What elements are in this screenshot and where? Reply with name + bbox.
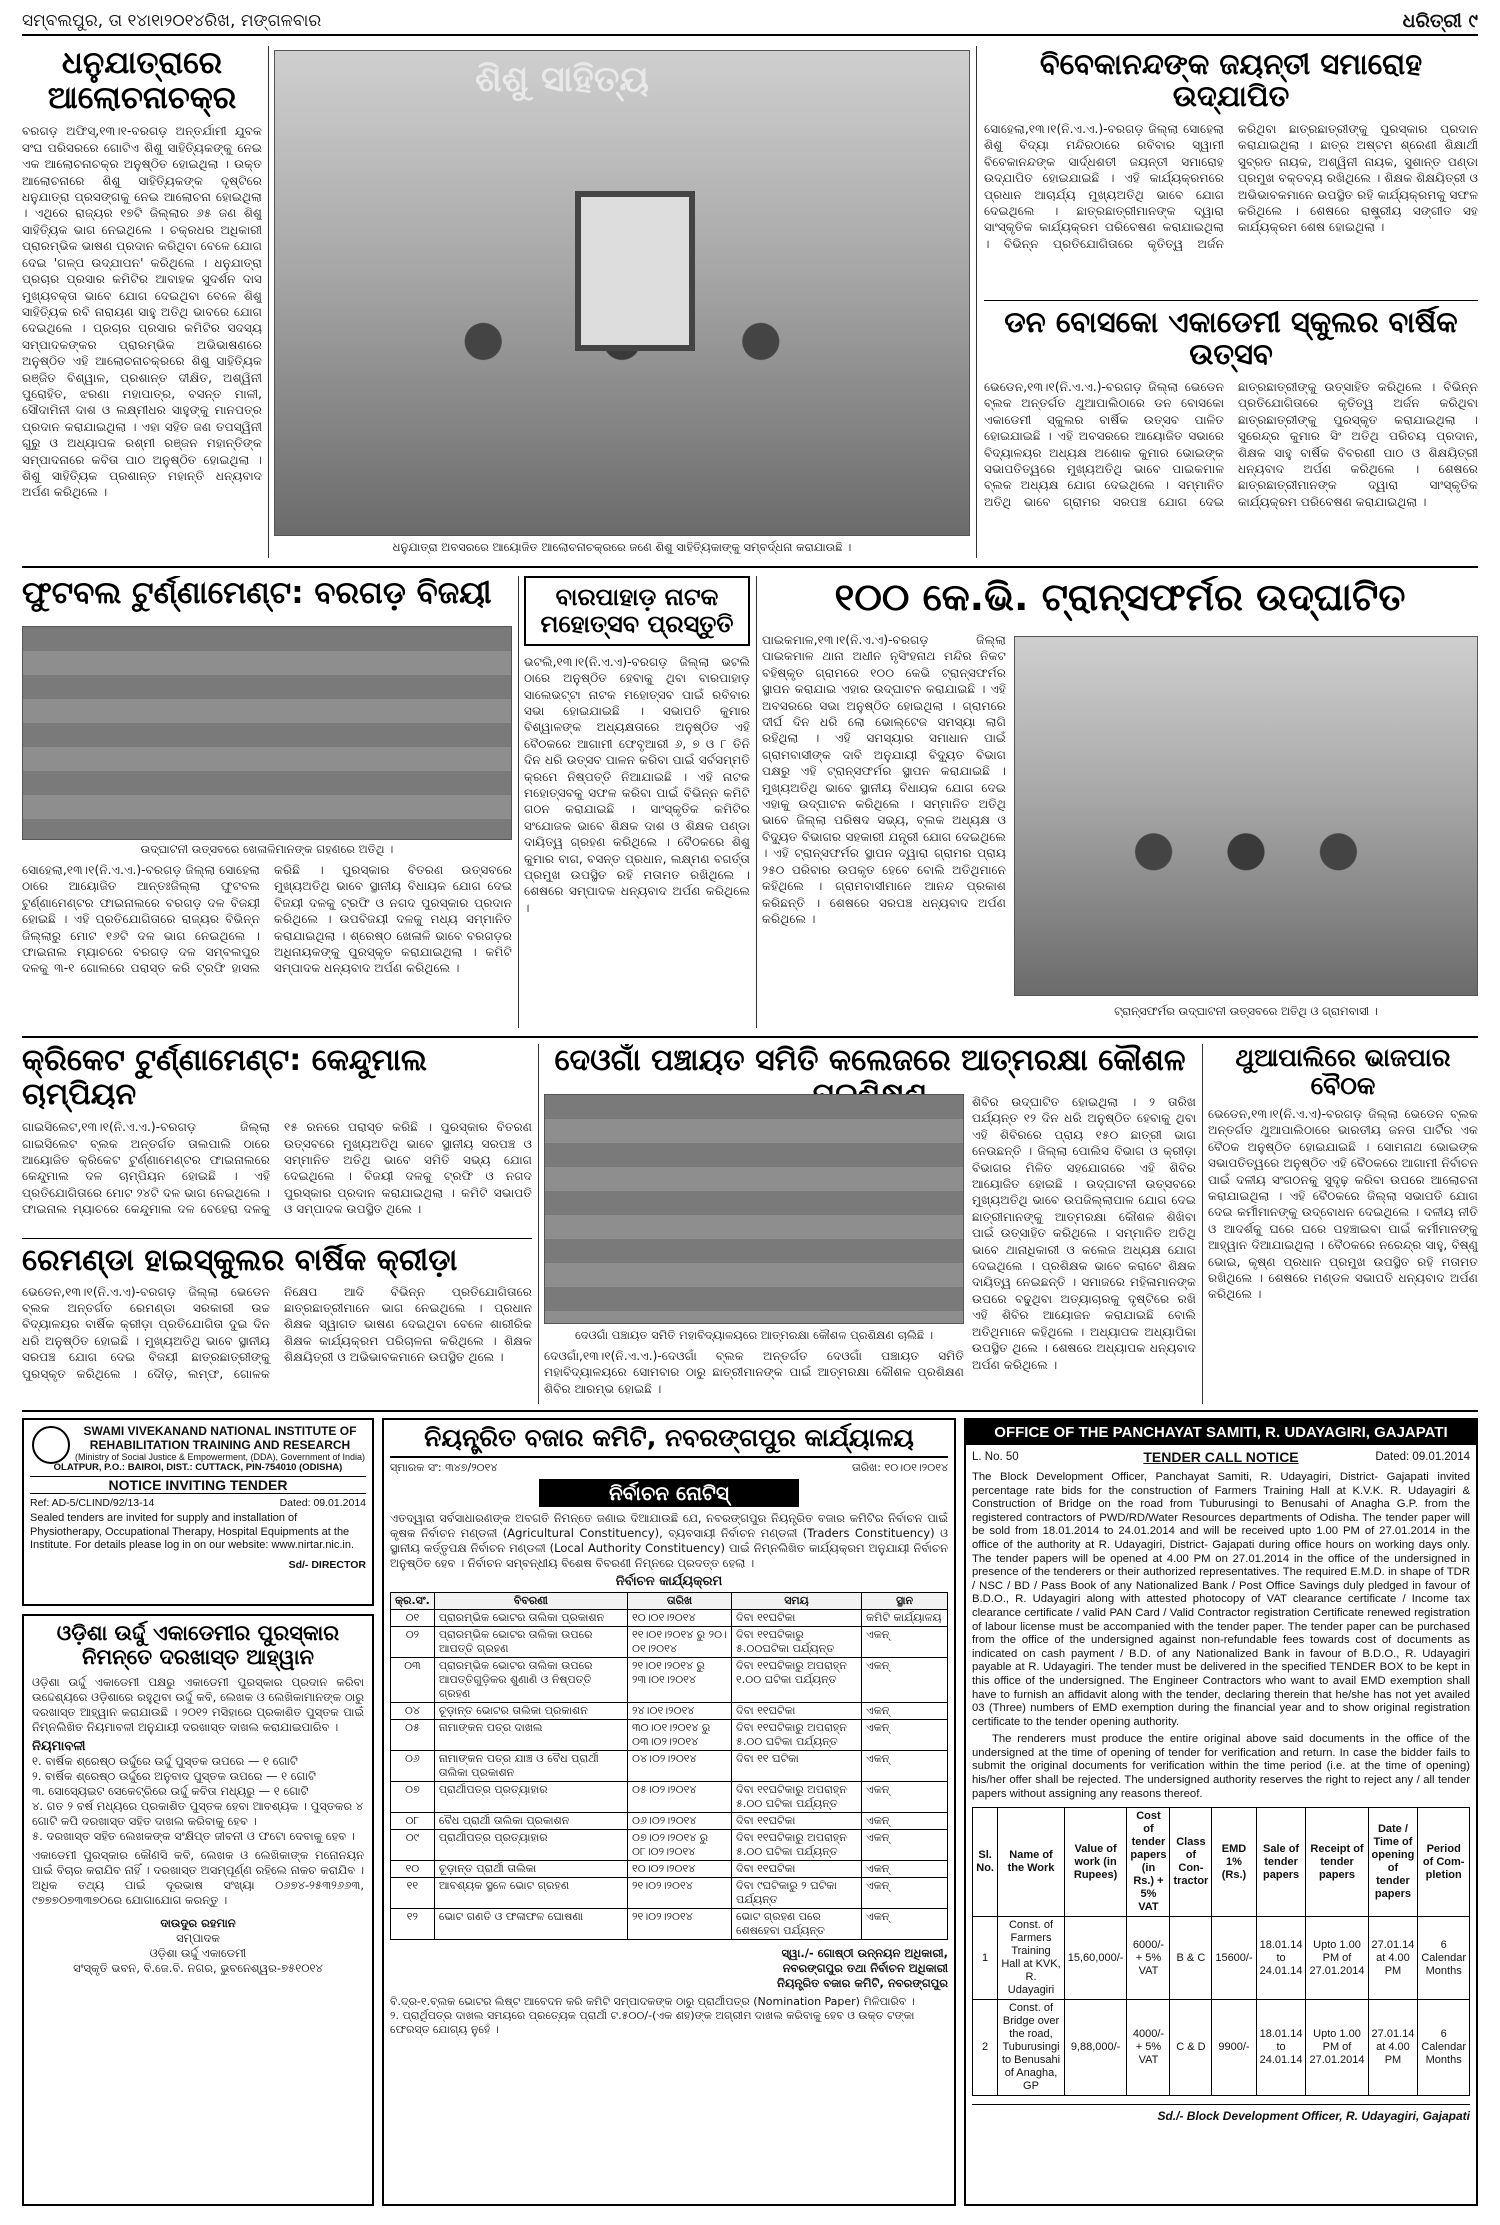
tender-signature: Sd./- Block Development Officer, R. Udayagiri, Gajapati: [972, 2104, 1470, 2123]
notice-title: ନିର୍ବାଚନ ନୋଟିସ୍: [539, 1479, 799, 1507]
article-headline: ଧନୁଯାତ୍ରାରେ ଆଲୋଚନାଚକ୍ର: [47, 46, 237, 116]
signatory-org: ଓଡ଼ିଶା ଉର୍ଦ୍ଦୁ ଏକାଡେମୀ: [149, 1946, 247, 1961]
section-divider: [984, 300, 1478, 301]
table-cell: ପ୍ରାର୍ଥୀପତ୍ର ପ୍ରତ୍ୟାହାର: [434, 1830, 627, 1861]
table-cell: ପ୍ରାର୍ଥୀପତ୍ର ପ୍ରତ୍ୟାହାର: [434, 1782, 627, 1813]
table-cell: ଦିବା ୯ଘଟିକାରୁ ୨ ଘଟିକା ପର୍ଯ୍ୟନ୍ତ: [732, 1878, 862, 1909]
notice-closing: ଏକାଡେମୀ ପୁରସ୍କାର କୌଣସି କବି, ଲେଖକ ଓ ଲେଖିକାଙ୍କ ମନୋନୟନ ପାଇଁ ବିଚାର କରାଯିବ ନାହିଁ । ଦରଖାସ୍ତ ଅସମ୍ପୂର୍ଣ୍ଣ ରହିଲେ ନାକଚ କରାଯିବ । ଅଧିକ ତଥ୍ୟ ପାଇଁ ଦୂରଭାଷ ସଂଖ୍ୟା ୦୬୭୪-୨୫୩୨୬୬୩, ୯୭୭୭୦୭୩୩୭୦ରେ ଯୋଗାଯୋଗ କରନ୍ତୁ ।: [32, 1848, 364, 1908]
article-headline: ଦେଓଗାଁ ପଞ୍ଚାୟତ ସମିତି କଲେଜରେ ଆତ୍ମରକ୍ଷା କୌଶଳ: [554, 1044, 1186, 1078]
masthead: [22, 8, 1478, 36]
photo-caption: ଧନୁଯାତ୍ରା ଅବସରରେ ଆୟୋଜିତ ଆଲୋଚନାଚକ୍ରରେ ଜଣେ ଶିଶୁ ସାହିତ୍ୟିକାଙ୍କୁ ସମ୍ବର୍ଦ୍ଧନା କରାଯାଉଛି ।: [392, 540, 852, 554]
section-divider: [22, 1036, 1478, 1038]
table-cell: କମିଟି କାର୍ଯ୍ୟାଳୟ: [862, 1610, 948, 1627]
article-headline: ଫୁଟବଲ ଟୁର୍ଣ୍ଣାମେଣ୍ଟ: ବରଗଡ଼ ବିଜୟୀ: [22, 576, 492, 611]
tender-paragraph: The Block Development Officer, Panchayat Samiti, R. Udayagiri, District- Gajapati invited percentage rate bids for the construction of Farmers Training Hall at K.V.K. R. Udayagiri & Construction of Bridge on the road from Tuburusingi to Benusahi of Anagha G.P. from the registered contractors of PWD/RD/Water Resources departments of Odisha. The tender paper will be sold from 18.01.2014 to 24.01.2014 and will be received upto 1.00 PM of 27.01.2014 in the office of the authority at R. Udayagiri, District- Gajapati during office hours on working days only. The tender papers will be opened at 4.00 PM on 27.01.2014 in the office of the undersigned in presence of the tenderers or their authorized representatives. The required E.M.D. in shape of TDR / NSC / BD / Pass Book of any Nationalized Bank / Post Office Savings duly pledged in favour of B.D.O., R. Udayagiri along with attested photocopy of VAT clearance certificate / Income tax clearance certificate / valid PAN Card / Valid Contractor registration Certificate renewed registration of labour license must be accompanied with the tender paper. The tender paper can be purchased from the office of the undersigned against non-refundable fees towards cost of documents as indicated on cash payment / B.D. of any Nationalized Bank in favour of B.D.O., R. Udayagiri payable at R. Udayagiri. The tender must be delivered in the specified TENDER BOX to be kept in this office of the undersigned. The Engineer Contractors who want to avail EMD exemption shall have to furnish an affidavit along with the tender, declaring therein that he/she has not yet availed 03 (Three) numbers of EMD exemption during the financial year and to show original registration certificate to the tender opening authority.: [972, 1471, 1470, 1728]
table-cell: ଚୂଡ଼ାନ୍ତ ଭୋଟର ତାଲିକା ପ୍ରକାଶନ: [434, 1703, 627, 1720]
table-row: [391, 1627, 948, 1658]
article-body: ଭେଡେନ,୧୩।୧(ନି.ଏ.ଏ)-ବରଗଡ଼ ଜିଲ୍ଲା ଭେଡେନ ବ୍ଲକ ଅନ୍ତର୍ଗତ ଥୁଆପାଲିଠାରେ ଭାରତୀୟ ଜନତା ପାର୍ଟିର ଏକ ବୈଠକ ଅନୁଷ୍ଠିତ ହୋଇଯାଇଛି । ସୋମନାଥ ଭୋଇଙ୍କ ସଭାପତିତ୍ୱରେ ଅନୁଷ୍ଠିତ ଏହି ବୈଠକରେ ଆଗାମୀ ନିର୍ବାଚନ ପାଇଁ ଦଳୀୟ ସଂଗଠନକୁ ସୁଦୃଢ଼ କରିବା ଉପରେ ଆଲୋଚନା କରାଯାଇଥିଲା । ଏହି ବୈଠକରେ ଜିଲ୍ଲା ସଭାପତି ଯୋଗ ଦେଇ କର୍ମୀମାନଙ୍କୁ ଉଦ୍‌ବୋଧନ ଦେଇଥିଲେ । ଦଳୀୟ ନୀତି ଓ ଆଦର୍ଶକୁ ଘରେ ଘରେ ପହଞ୍ଚାଇବା ପାଇଁ କର୍ମୀମାନଙ୍କୁ ଆହ୍ୱାନ ଦିଆଯାଇଥିଲା । ବୈଠକରେ ନରେନ୍ଦ୍ର ସାହୁ, ବିଷ୍ଣୁ ଭୋଇ, କୃଷ୍ଣ ପ୍ରଧାନ ପ୍ରମୁଖ ଉପସ୍ଥିତ ରହି ମତାମତ ରଖିଥିଲେ । ଶେଷରେ ମଣ୍ଡଳ ସଭାପତି ଧନ୍ୟବାଦ ଅର୍ପଣ କରିଥିଲେ ।: [1208, 1107, 1478, 1302]
table-cell: ୦୩: [391, 1658, 435, 1703]
tender-letter-no: L. No. 50: [972, 1451, 1019, 1463]
column-rule: [518, 576, 519, 1028]
article-bjp-meeting: [1208, 1044, 1478, 1404]
notice-footnote: ବି.ଦ୍ର-୧.ବ୍ଲକ ଭୋଟର ଲିଷ୍ଟ ଆବେଦନ କରି କମିଟି ସମ୍ପାଦକଙ୍କ ଠାରୁ ପ୍ରାର୍ଥୀପତ୍ର (Nomination Paper) ମିଳିପାରିବ ।: [390, 1995, 915, 2008]
table-cell: ୦୭।୦୨।୨୦୧୪ ରୁ ୦୮।୦୨।୨୦୧୪: [628, 1830, 732, 1861]
photo-caption: ଟ୍ରାନ୍ସଫର୍ମର ଉଦ୍‌ଘାଟନୀ ଉତ୍ସବରେ ଅତିଥି ଓ ଗ୍ରାମବାସୀ ।: [1114, 1004, 1378, 1018]
signatory-title: ସମ୍ପାଦକ: [176, 1931, 220, 1946]
table-cell: ୧୦।୦୧।୨୦୧୪: [628, 1610, 732, 1627]
notice-memo: ସ୍ମାରକ ସଂ: ୩୪୭/୨୦୧୪: [390, 1461, 498, 1474]
table-cell: ୨୪।୦୧।୨୦୧୪: [628, 1703, 732, 1720]
table-cell: ୦୪।୦୨।୨୦୧୪: [628, 1751, 732, 1782]
table-cell: ଦିବା ୧୧ଘଟିକା: [732, 1703, 862, 1720]
table-cell: ଦିବା ୧୧ ଘଟିକା: [732, 1751, 862, 1782]
article-body: ଗାଇସିଲେଟ,୧୩।୧(ନି.ଏ.ଏ.)-ବରଗଡ଼ ଜିଲ୍ଲା ଗାଇସିଲେଟ ବ୍ଲକ ଅନ୍ତର୍ଗତ ତାଲପାଲି ଠାରେ ଆୟୋଜିତ କ୍ରିକେଟ ଟୁର୍ଣ୍ଣାମେଣ୍ଟର ଫାଇନାଲରେ କେନ୍ଦୁମାଲ ଦଳ ଚାମ୍ପିୟନ ହୋଇଛି । ଏହି ପ୍ରତିଯୋଗିତାରେ ମୋଟ ୨୪ଟି ଦଳ ଭାଗ ନେଇଥିଲେ । ଫାଇନାଲ ମ୍ୟାଚରେ କେନ୍ଦୁମାଲ ଦଳ ବେହେରା ଦଳକୁ ୧୫ ରନରେ ପରାସ୍ତ କରିଛି । ପୁରସ୍କାର ବିତରଣ ଉତ୍ସବରେ ମୁଖ୍ୟଅତିଥି ଭାବେ ସ୍ଥାନୀୟ ସରପଞ୍ଚ ଓ ସମ୍ମାନିତ ଅତିଥି ଭାବେ ସମିତି ସଭ୍ୟ ଯୋଗ ଦେଇଥିଲେ । ବିଜୟୀ ଦଳକୁ ଟ୍ରଫି ଓ ନଗଦ ପୁରସ୍କାର ପ୍ରଦାନ କରାଯାଇଥିଲା । କମିଟି ସଭାପତି ଓ ସମ୍ପାଦକ ଉପସ୍ଥିତ ଥିଲେ ।: [22, 1120, 532, 1217]
table-cell: ୦୯: [391, 1830, 435, 1861]
table-cell: ଏକନ୍: [862, 1909, 948, 1940]
section-divider: [22, 1410, 1478, 1412]
column-header: ସମୟ: [732, 1593, 862, 1610]
column-header: Cost of tender papers (in Rs.) + 5% VAT: [1127, 1808, 1170, 1917]
notice-signature: [32, 1916, 364, 1976]
rule-item: ୧. ବାର୍ଷିକ ଶ୍ରେଷ୍ଠ ଉର୍ଦ୍ଦୁରେ ଉର୍ଦ୍ଦୁ ପୁସ୍ତକ ଉପରେ — ୧ ଗୋଟି: [32, 1754, 298, 1769]
table-cell: ୧୧।୦୧।୨୦୧୪ ରୁ ୨୦।୦୧।୨୦୧୪: [628, 1627, 732, 1658]
article-self-defence-left: [544, 1348, 964, 1404]
article-cricket: [22, 1044, 532, 1234]
section-divider: [22, 1238, 532, 1239]
table-row: [391, 1878, 948, 1909]
table-cell: ୦୫: [391, 1720, 435, 1751]
table-row: [391, 1610, 948, 1627]
table-cell: ପ୍ରାରମ୍ଭିକ ଭୋଟର ତାଲିକା ଉପରେ ଆପତ୍ତି ଗ୍ରହଣ: [434, 1627, 627, 1658]
table-cell: ୦୪: [391, 1703, 435, 1720]
article-body: ଭଟଲି,୧୩।୧(ନି.ଏ.ଏ)-ବରଗଡ଼ ଜିଲ୍ଲା ଭଟଲି ଠାରେ ଅନୁଷ୍ଠିତ ହେବାକୁ ଥିବା ବାରପାହାଡ଼ ସାଲେଭଟ୍ଟା ନାଟକ ମହୋତ୍ସବ ପାଇଁ ରବିବାର ସଭା ହୋଇଯାଇଛି । ସଭାପତି କୁମାର ବିଶ୍ୱାଳଙ୍କ ଅଧ୍ୟକ୍ଷତାରେ ଅନୁଷ୍ଠିତ ଏହି ବୈଠକରେ ଆଗାମୀ ଫେବୃଆରୀ ୬, ୭ ଓ ୮ ତିନି ଦିନ ଧରି ଉତ୍ସବ ପାଳନ କରିବା ପାଇଁ ସର୍ବସମ୍ମତି କ୍ରମେ ନିଷ୍ପତ୍ତି ନିଆଯାଇଛି । ଏହି ନାଟକ ମହୋତ୍ସବକୁ ସଫଳ କରିବା ପାଇଁ ବିଭିନ୍ନ କମିଟି ଗଠନ କରାଯାଇଛି । ସାଂସ୍କୃତିକ କମିଟିର ସଂଯୋଜକ ଭାବେ ଶିକ୍ଷକ ଦାଶ ଓ ଶିକ୍ଷକ ପଣ୍ଡା ଦାୟିତ୍ୱ ଗ୍ରହଣ କରିଥିଲେ । ବୈଠକରେ ଶିଶୁ କୁମାର ବାଗ, ବସନ୍ତ ପ୍ରଧାନ, ଲକ୍ଷ୍ମଣ ବଗର୍ତ୍ତା ପ୍ରମୁଖ ଉପସ୍ଥିତ ରହି ମତାମତ ରଖିଥିଲେ । ଶେଷରେ ସମ୍ପାଦକ ଧନ୍ୟବାଦ ଅର୍ପଣ କରିଥିଲେ ।: [524, 654, 750, 915]
table-cell: ଏକନ୍: [862, 1703, 948, 1720]
table-cell: ଏକନ୍: [862, 1720, 948, 1751]
table-cell: ୦୬: [391, 1751, 435, 1782]
table-cell: ଦିବା ୧୧ଘଟିକାରୁ ଅପରାହ୍ନ ୫.୦୦ ଘଟିକା ପର୍ଯ୍ୟନ୍ତ: [732, 1782, 862, 1813]
table-cell: 27.01.14 at 4.00 PM: [1368, 2000, 1418, 2096]
table-cell: ଦିବା ୧୧ଘଟିକାରୁ ଅପରାହ୍ନ ୫.୦୦ ଘଟିକା ପର୍ଯ୍ୟନ୍ତ: [732, 1830, 862, 1861]
table-cell: ଭୋଟ ଗ୍ରହଣ ପରେ ଶେଷହେବା ପର୍ଯ୍ୟନ୍ତ: [732, 1909, 862, 1940]
table-cell: ନାମାଙ୍କନ ପତ୍ର ଦାଖଲ: [434, 1720, 627, 1751]
article-body: ପାଇକମାଳ,୧୩।୧(ନି.ଏ.ଏ)-ବରଗଡ଼ ଜିଲ୍ଲା ପାଇକମାଳ ଥାନା ଅଧୀନ ନୃସିଂହନାଥ ମନ୍ଦିର ନିକଟ ବହିଷ୍କୃତ ଗ୍ରାମରେ ୧୦୦ କେଭି ଟ୍ରାନ୍ସଫର୍ମର ସ୍ଥାପନ କରାଯାଇ ଏହାର ଉଦ୍‌ଘାଟନ କରାଯାଇଛି । ଏହି ଅବସରରେ ସଭା ଅନୁଷ୍ଠିତ ହୋଇଥିଲା । ଗ୍ରାମରେ ଦୀର୍ଘ ଦିନ ଧରି ଲୋ ଭୋଲ୍ଟେଜ ସମସ୍ୟା ଲାଗି ରହିଥିଲା । ଏହି ସମସ୍ୟାର ସମାଧାନ ପାଇଁ ଗ୍ରାମବାସୀଙ୍କ ଦାବି ଅନୁଯାୟୀ ବିଦ୍ୟୁତ ବିଭାଗ ପକ୍ଷରୁ ଏହି ଟ୍ରାନ୍ସଫର୍ମର ସ୍ଥାପନ କରାଯାଇଛି । ମୁଖ୍ୟଅତିଥି ଭାବେ ସ୍ଥାନୀୟ ବିଧାୟକ ଯୋଗ ଦେଇ ଏହାକୁ ଉଦ୍‌ଘାଟନ କରିଥିଲେ । ସମ୍ମାନିତ ଅତିଥି ଭାବେ ଜିଲ୍ଲା ପରିଷଦ ସଭ୍ୟ, ବ୍ଲକ ଅଧ୍ୟକ୍ଷ ଓ ବିଦ୍ୟୁତ ବିଭାଗର ସହକାରୀ ଯନ୍ତ୍ରୀ ଯୋଗ ଦେଇଥିଲେ । ଏହି ଟ୍ରାନ୍ସଫର୍ମର ସ୍ଥାପନ ଦ୍ୱାରା ଗ୍ରାମର ପ୍ରାୟ ୨୫୦ ପରିବାର ଉପକୃତ ହେବେ ବୋଲି ଅତିଥିମାନେ କହିଥିଲେ । ଗ୍ରାମବାସୀମାନେ ଆନନ୍ଦ ପ୍ରକାଶ କରିଛନ୍ତି । ଶେଷରେ ସରପଞ୍ଚ ଧନ୍ୟବାଦ ଅର୍ପଣ କରିଥିଲେ ।: [762, 633, 1006, 926]
table-cell: ୦୫।୦୨।୨୦୧୪: [628, 1782, 732, 1813]
notice-tender-udayagiri: [964, 1418, 1478, 2206]
table-cell: ୨୧।୦୧।୨୦୧୪ ରୁ ୨୩।୦୧।୨୦୧୪: [628, 1658, 732, 1703]
column-header: EMD 1% (Rs.): [1212, 1808, 1256, 1917]
table-row: [391, 1830, 948, 1861]
column-header: Receipt of tender papers: [1306, 1808, 1368, 1917]
column-header: ବିବରଣୀ: [434, 1593, 627, 1610]
table-row: [391, 1861, 948, 1878]
table-cell: ୧୧: [391, 1878, 435, 1909]
photo-transformer: [1014, 636, 1478, 996]
signatory-line: ନବରଙ୍ଗପୁର ତଥା ନିର୍ବାଚନ ଅଧିକାରୀ: [782, 1961, 948, 1975]
table-cell: ଏକନ୍: [862, 1627, 948, 1658]
table-cell: ଚୂଡ଼ାନ୍ତ ପ୍ରାର୍ଥୀ ତାଲିକା: [434, 1861, 627, 1878]
table-cell: 6 Calendar Months: [1418, 1917, 1470, 2000]
notice-body: Sealed tenders are invited for supply and installation of Physiotherapy, Occupational Therapy, Hospital Equipments at the Institute. For details please log in on our website: www.nirtar.nic.in.: [30, 1512, 355, 1551]
rule-item: ୩. ସୋସ୍ୟେଇଟ ସେକେଟ୍ରିରେ ଉର୍ଦ୍ଦୁ କବିତା ମଧ୍ୟରୁ — ୧ ଗୋଟି: [32, 1784, 309, 1799]
column-header: Class of Con-tractor: [1170, 1808, 1212, 1917]
table-cell: ଏକନ୍: [862, 1878, 948, 1909]
column-rule: [756, 576, 757, 1028]
column-rule: [1202, 1044, 1203, 1404]
election-schedule-table: [390, 1592, 948, 1940]
table-cell: ୦୬।୦୨।୨୦୧୪: [628, 1813, 732, 1830]
table-cell: ଦିବା ୧୧ଘଟିକା: [732, 1861, 862, 1878]
column-header: Period of Com-pletion: [1418, 1808, 1470, 1917]
tender-meta-row: [972, 1449, 1470, 1469]
notice-signature: Sd/- DIRECTOR: [288, 1558, 366, 1571]
article-vivekananda: [984, 48, 1478, 294]
table-cell: ଦିବା ୧୧ଘଟିକା: [732, 1610, 862, 1627]
table-cell: 1: [973, 1917, 998, 2000]
table-cell: ଭୋଟ ଗଣତି ଓ ଫଳାଫଳ ଘୋଷଣା: [434, 1909, 627, 1940]
notice-heading: NOTICE INVITING TENDER: [30, 1476, 366, 1494]
table-cell: ନାମାଙ୍କନ ପତ୍ର ଯାଞ୍ଚ ଓ ବୈଧ ପ୍ରାର୍ଥୀ ତାଲିକା ପ୍ରକାଶନ: [434, 1751, 627, 1782]
table-cell: 2: [973, 2000, 998, 2096]
article-body: ଭେଡେନ,୧୩।୧(ନି.ଏ.ଏ)-ବରଗଡ଼ ଜିଲ୍ଲା ଭେଡେନ ବ୍ଲକ ଅନ୍ତର୍ଗତ ରେମଣ୍ଡା ସରକାରୀ ଉଚ୍ଚ ବିଦ୍ୟାଳୟର ବାର୍ଷିକ କ୍ରୀଡ଼ା ପ୍ରତିଯୋଗିତା ଦୁଇ ଦିନ ଧରି ଅନୁଷ୍ଠିତ ହୋଇଛି । ମୁଖ୍ୟଅତିଥି ଭାବେ ସ୍ଥାନୀୟ ସରପଞ୍ଚ ଯୋଗ ଦେଇ ବିଜୟୀ ଛାତ୍ରଛାତ୍ରୀଙ୍କୁ ପୁରସ୍କୃତ କରିଥିଲେ । ଦୌଡ଼, ଲମ୍ଫ, ଗୋଳକ ନିକ୍ଷେପ ଆଦି ବିଭିନ୍ନ ପ୍ରତିଯୋଗିତାରେ ଛାତ୍ରଛାତ୍ରୀମାନେ ଭାଗ ନେଇଥିଲେ । ପ୍ରଧାନ ଶିକ୍ଷକ ସ୍ୱାଗତ ଭାଷଣ ଦେଇଥିବା ବେଳେ ଶାରୀରିକ ଶିକ୍ଷକ କାର୍ଯ୍ୟକ୍ରମ ପରିଚାଳନା କରିଥିଲେ । ଶିକ୍ଷକ ଶିକ୍ଷୟିତ୍ରୀ ଓ ଅଭିଭାବକମାନେ ଉପସ୍ଥିତ ଥିଲେ ।: [22, 1284, 532, 1381]
table-cell: 18.01.14 to 24.01.14: [1256, 1917, 1306, 2000]
table-cell: ପ୍ରାରମ୍ଭିକ ଭୋଟର ତାଲିକା ଉପରେ ଆପତ୍ତିଗୁଡ଼ିକର ଶୁଣାଣି ଓ ନିଷ୍ପତ୍ତି ଗ୍ରହଣ: [434, 1658, 627, 1703]
table-row: [391, 1782, 948, 1813]
article-body: ଶିବିର ଉଦ୍‌ଘାଟିତ ହୋଇଥିଲା । ୨ ତାରିଖ ପର୍ଯ୍ୟନ୍ତ ୧୨ ଦିନ ଧରି ଅନୁଷ୍ଠିତ ହେବାକୁ ଥିବା ଏହି ଶିବିରରେ ପ୍ରାୟ ୧୫୦ ଛାତ୍ରୀ ଭାଗ ନେଉଛନ୍ତି । ଜିଲ୍ଲା ପୋଲିସ ବିଭାଗ ଓ କ୍ରୀଡ଼ା ବିଭାଗର ମିଳିତ ସହଯୋଗରେ ଏହି ଶିବିର ଆୟୋଜିତ ହୋଇଛି । ଉଦ୍‌ଘାଟନୀ ଉତ୍ସବରେ ମୁଖ୍ୟଅତିଥି ଭାବେ ଉପଜିଲ୍ଲାପାଳ ଯୋଗ ଦେଇ ଛାତ୍ରୀମାନଙ୍କୁ ଆତ୍ମରକ୍ଷା କୌଶଳ ଶିଖିବା ପାଇଁ ଉତ୍ସାହିତ କରିଥିଲେ । ସମ୍ମାନିତ ଅତିଥି ଭାବେ ଥାନାଧିକାରୀ ଓ କଲେଜ ଅଧ୍ୟକ୍ଷ ଯୋଗ ଦେଇଥିଲେ । ପ୍ରଶିକ୍ଷକ ଭାବେ କରାଟେ ଶିକ୍ଷକ ଦାୟିତ୍ୱ ନେଇଛନ୍ତି । ସମାଜରେ ମହିଳାମାନଙ୍କ ଉପରେ ବଢୁଥିବା ଅତ୍ୟାଚାରକୁ ଦୃଷ୍ଟିରେ ରଖି ଏହି ଶିବିର ଆୟୋଜନ କରାଯାଇଛି ବୋଲି ଅତିଥିମାନେ କହିଥିଲେ । ଅଧ୍ୟାପକ ଅଧ୍ୟାପିକା ଉପସ୍ଥିତ ଥିଲେ । ଶେଷରେ ଅଧ୍ୟାପକ ଧନ୍ୟବାଦ ଅର୍ପଣ କରିଥିଲେ ।: [972, 1095, 1196, 1372]
column-rule: [268, 46, 269, 558]
notice-footnote: ୨. ପ୍ରାର୍ଥିପତ୍ର ଦାଖଲ ସମୟରେ ପ୍ରତ୍ୟେକ ପ୍ରାର୍ଥୀ ଟ.୫୦୦/-(ଏକ ଶହ)ଙ୍କ ଅଗ୍ରୀମ ଦାଖଲ କରିବାକୁ ହେବ ଓ ଉକ୍ତ ଟଙ୍କା ଫେରସ୍ତ ଯୋଗ୍ୟ ନୁହେଁ ।: [390, 2009, 915, 2036]
column-header: Value of work (in Rupees): [1064, 1808, 1127, 1917]
notice-headline: ନିୟନ୍ତ୍ରିତ ବଜାର କମିଟି, ନବରଙ୍ଗପୁର କାର୍ଯ୍ୟାଳୟ: [390, 1424, 948, 1458]
table-cell: C & D: [1170, 2000, 1212, 2096]
article-headline: ରେମଣ୍ଡା ହାଇସ୍କୁଲର ବାର୍ଷିକ କ୍ରୀଡ଼ା: [22, 1244, 458, 1278]
notice-intro: ଓଡ଼ିଶା ଉର୍ଦ୍ଦୁ ଏକାଡେମୀ ପକ୍ଷରୁ ଏକାଡେମୀ ପୁରସ୍କାର ପ୍ରଦାନ କରିବା ଉଦ୍ଦେଶ୍ୟରେ ଓଡ଼ିଶାରେ ରହୁଥିବା ଉର୍ଦ୍ଦୁ କବି, ଲେଖକ ଓ ଲେଖିକାମାନଙ୍କ ଠାରୁ ଦରଖାସ୍ତ ଆହ୍ୱାନ କରାଯାଉଛି । ୨୦୧୨ ମସିହାରେ ପ୍ରକାଶିତ ପୁସ୍ତକ ପାଇଁ ନିମ୍ନଲିଖିତ ନିୟମାବଳୀ ଅନୁଯାୟୀ ଦରଖାସ୍ତ ଦାଖଲ କରାଯାଇପାରିବ ।: [32, 1675, 364, 1735]
article-headline: କ୍ରିକେଟ ଟୁର୍ଣ୍ଣାମେଣ୍ଟ: କେନ୍ଦୁମାଲ ଚାମ୍ପିୟନ: [22, 1044, 427, 1112]
notice-urdu-academy: [22, 1614, 374, 2206]
column-rule: [976, 46, 977, 558]
photo-football-team: [22, 626, 512, 840]
table-cell: ଦିବା ୧୧ଘଟିକା: [732, 1813, 862, 1830]
article-transformer-body: [762, 632, 1006, 1028]
table-row: [973, 1917, 1470, 2000]
notice-date: ତାରିଖ: ୧୦।୦୧।୨୦୧୪: [851, 1461, 948, 1474]
tender-paragraph: The renderers must produce the entire original above said documents in the office of the undersigned at the time of opening of tender for verification and return. In case the bidder fails to submit the original documents for verification within the time period (i.e. at the time of opening) his/her offer shall be rejected. The undersigned authority reserves the right to reject any / all tender papers without assigning any reasons thereof.: [972, 1733, 1470, 1800]
notice-regulated-market: [382, 1418, 956, 2206]
notice-memo-row: [390, 1461, 948, 1475]
signatory-line: ନିୟନ୍ତ୍ରିତ ବଜାର କମିଟି, ନବରଙ୍ଗପୁର: [777, 1976, 948, 1990]
table-header-row: [391, 1593, 948, 1610]
table-row: [391, 1909, 948, 1940]
article-self-defence-right: [972, 1094, 1196, 1404]
notice-title: SWAMI VIVEKANAND NATIONAL INSTITUTE OF REHABILITATION TRAINING AND RESEARCH: [83, 1424, 357, 1452]
table-row: [391, 1703, 948, 1720]
schedule-title: ନିର୍ବାଚନ କାର୍ଯ୍ୟକ୍ରମ: [615, 1574, 723, 1589]
article-body: ଭେଡେନ,୧୩।୧(ନି.ଏ.ଏ.)-ବରଗଡ଼ ଜିଲ୍ଲା ଭେଡେନ ବ୍ଲକ ଅନ୍ତର୍ଗତ ଥୁଆପାଲିଠାରେ ଡନ ବୋସକୋ ଏକାଡେମୀ ସ୍କୁଲର ବାର୍ଷିକ ଉତ୍ସବ ପାଳିତ ହୋଇଯାଇଛି । ଏହି ଅବସରରେ ଆୟୋଜିତ ସଭାରେ ବିଦ୍ୟାଳୟର ଅଧ୍ୟକ୍ଷ ଅଶୋକ କୁମାର ଭୋଇଙ୍କ ସଭାପତିତ୍ୱରେ ମୁଖ୍ୟଅତିଥି ଭାବେ ପାଇକମାଳ ବ୍ଲକ ଅଧ୍ୟକ୍ଷ ଯୋଗ ଦେଇଥିଲେ । ସମ୍ମାନିତ ଅତିଥି ଭାବେ ଗ୍ରାମର ସରପଞ୍ଚ ଯୋଗ ଦେଇ ଛାତ୍ରଛାତ୍ରୀଙ୍କୁ ଉତ୍ସାହିତ କରିଥିଲେ । ବିଭିନ୍ନ ପ୍ରତିଯୋଗିତାରେ କୃତିତ୍ୱ ଅର୍ଜନ କରିଥିବା ଛାତ୍ରଛାତ୍ରୀଙ୍କୁ ପୁରସ୍କୃତ କରାଯାଇଥିଲା । ସୁରେନ୍ଦ୍ର କୁମାର ସିଂ ଅତିଥି ପରିଚୟ ପ୍ରଦାନ, ଶିକ୍ଷକ ସାହୁ ବାର୍ଷିକ ବିବରଣୀ ପାଠ ଓ ଶିକ୍ଷୟିତ୍ରୀ ଧନ୍ୟବାଦ ଅର୍ପଣ କରିଥିଲେ । ଶେଷରେ ଛାତ୍ରଛାତ୍ରୀମାନଙ୍କ ଦ୍ୱାରା ସାଂସ୍କୃତିକ କାର୍ଯ୍ୟକ୍ରମ ପରିବେଷଣ କରାଯାଇଥିଲା ।: [984, 379, 1478, 509]
rule-item: ୨. ବାର୍ଷିକ ଶ୍ରେଷ୍ଠ ଉର୍ଦ୍ଦୁରେ ଅନୁବାଦ ପୁସ୍ତକ ଉପରେ — ୧ ଗୋଟି: [32, 1769, 316, 1784]
table-cell: 15600/-: [1212, 1917, 1256, 2000]
certificate-frame: [575, 191, 695, 351]
signatory-address: ସଂସ୍କୃତି ଭବନ, ବି.ଜେ.ବି. ନଗର, ଭୁବନେଶ୍ୱର-୭୫୧୦୧୪: [73, 1961, 323, 1976]
table-cell: ଦିବା ୧୧ଘଟିକାରୁ ୫.୦୦ଘଟିକା ପର୍ଯ୍ୟନ୍ତ: [732, 1627, 862, 1658]
table-cell: ଏକନ୍: [862, 1751, 948, 1782]
table-cell: 15,60,000/-: [1064, 1917, 1127, 2000]
table-cell: ୦୮: [391, 1813, 435, 1830]
table-cell: ୨୧।୦୨।୨୦୧୪: [628, 1909, 732, 1940]
table-cell: ଦିବା ୧୧ଘଟିକାରୁ ଅପରାହ୍ନ ୧.୦୦ ଘଟିକା ପର୍ଯ୍ୟନ୍ତ: [732, 1658, 862, 1703]
table-cell: 4000/- + 5% VAT: [1127, 2000, 1170, 2096]
notice-rules: [32, 1754, 364, 1844]
table-cell: B & C: [1170, 1917, 1212, 2000]
tender-table: [972, 1807, 1470, 2096]
table-cell: ଏକନ୍: [862, 1830, 948, 1861]
notice-ref-row: [30, 1497, 366, 1509]
table-cell: ୨୧।୦୨।୨୦୧୪: [628, 1878, 732, 1909]
table-header-row: [973, 1808, 1470, 1917]
table-cell: ବୈଧ ପ୍ରାର୍ଥୀ ତାଲିକା ପ୍ରକାଶନ: [434, 1813, 627, 1830]
column-header: Sale of tender papers: [1256, 1808, 1306, 1917]
column-header: ତାରିଖ: [628, 1593, 732, 1610]
table-cell: ଏକନ୍: [862, 1861, 948, 1878]
photo-felicitation: [274, 50, 970, 536]
table-cell: ୧୦।୦୨।୨୦୧୪: [628, 1861, 732, 1878]
masthead-paper-page: ଧରିତ୍ରୀ ୯: [1402, 10, 1478, 32]
masthead-dateline: ସମ୍ବଲପୁର, ତା ୧୪ା୧ା୨୦୧୪ରିଖ, ମଙ୍ଗଳବାର: [22, 11, 322, 31]
rule-item: ୫. ଦରଖାସ୍ତ ସହିତ ଲେଖକଙ୍କ ସଂକ୍ଷିପ୍ତ ଜୀବନୀ ଓ ଫଟୋ ଦେବାକୁ ହେବ ।: [32, 1829, 355, 1844]
signatory-line: ସ୍ୱା./- ଗୋଷ୍ଠୀ ଉନ୍ନୟନ ଅଧିକାରୀ,: [781, 1946, 948, 1960]
table-cell: 6 Calendar Months: [1418, 2000, 1470, 2096]
article-headline: ବିବେକାନନ୍ଦଙ୍କ ଜୟନ୍ତୀ ସମାରୋହ ଉଦ୍‌ଯାପିତ: [1039, 48, 1423, 114]
article-headline: ବାରପାହାଡ଼ ନାଟକ ମହୋତ୍ସବ ପ୍ରସ୍ତୁତି: [524, 576, 750, 646]
photo-self-defence: [544, 1094, 964, 1324]
column-rule: [538, 1044, 539, 1404]
article-headline: ଥୁଆପାଲିରେ ଭାଜପାର ବୈଠକ: [1235, 1044, 1451, 1100]
article-body: ସୋହେଲା,୧୩।୧(ନି.ଏ.ଏ.)-ବରଗଡ଼ ଜିଲ୍ଲା ସୋହେଲା ଶିଶୁ ବିଦ୍ୟା ମନ୍ଦିରଠାରେ ରବିବାର ସ୍ୱାମୀ ବିବେକାନନ୍ଦଙ୍କ ସାର୍ଦ୍ଧଶତୀ ଜୟନ୍ତୀ ସମାରୋହ ଉଦ୍‌ଯାପିତ ହୋଇଯାଇଛି । ଏହି କାର୍ଯ୍ୟକ୍ରମରେ ପ୍ରଧାନ ଆଚାର୍ଯ୍ୟ ମୁଖ୍ୟଅତିଥି ଭାବେ ଯୋଗ ଦେଇଥିଲେ । ଛାତ୍ରଛାତ୍ରୀମାନଙ୍କ ଦ୍ୱାରା ସାଂସ୍କୃତିକ କାର୍ଯ୍ୟକ୍ରମ ପରିବେଷଣ କରାଯାଇଥିଲା । ବିଭିନ୍ନ ପ୍ରତିଯୋଗିତାରେ କୃତିତ୍ୱ ଅର୍ଜନ କରିଥିବା ଛାତ୍ରଛାତ୍ରୀଙ୍କୁ ପୁରସ୍କାର ପ୍ରଦାନ କରାଯାଇଥିଲା । ଛାତ୍ର ଅଷ୍ଟମ ଶ୍ରେଣୀ ଶିକ୍ଷାର୍ଥୀ ସୁବ୍ରତ ନାୟକ, ଅଶ୍ୱିନୀ ନାୟକ, ସୁଶାନ୍ତ ପଣ୍ଡା ପ୍ରମୁଖ ବକ୍ତବ୍ୟ ରଖିଥିଲେ । ଶିକ୍ଷକ ଶିକ୍ଷୟିତ୍ରୀ ଓ ଅଭିଭାବକମାନେ ଉପସ୍ଥିତ ରହି କାର୍ଯ୍ୟକ୍ରମକୁ ସଫଳ କରିଥିଲେ । ଶେଷରେ ରାଷ୍ଟ୍ରୀୟ ସଙ୍ଗୀତ ସହ କାର୍ଯ୍ୟକ୍ରମ ଶେଷ ହୋଇଥିଲା ।: [984, 121, 1478, 251]
signatory-name: ଦାଉଦୁର ରହମାନ: [160, 1916, 236, 1931]
article-remunda: [22, 1244, 532, 1404]
column-header: Name of the Work: [998, 1808, 1065, 1917]
notice-address: OLATPUR, P.O.: BAIROI, DIST.: CUTTACK, PIN-754010 (ODISHA): [53, 1462, 343, 1473]
article-headline: ୧୦୦ କେ.ଭି. ଟ୍ରାନ୍ସଫର୍ମର ଉଦ୍‌ଘାଟିତ: [834, 576, 1406, 619]
article-football-body: [22, 862, 512, 1028]
table-cell: ୧୨: [391, 1909, 435, 1940]
table-row: [973, 2000, 1470, 2096]
table-cell: Upto 1.00 PM of 27.01.2014: [1306, 1917, 1368, 2000]
article-headline: ଡନ ବୋସକୋ ଏକାଡେମୀ ସ୍କୁଲର ବାର୍ଷିକ ଉତ୍ସବ: [1004, 306, 1458, 372]
table-cell: ଆବଶ୍ୟକ ସ୍ଥଳେ ଭୋଟ ଗ୍ରହଣ: [434, 1878, 627, 1909]
section-divider: [22, 566, 1478, 568]
table-cell: 18.01.14 to 24.01.14: [1256, 2000, 1306, 2096]
tender-office: OFFICE OF THE PANCHAYAT SAMITI, R. UDAYAGIRI, GAJAPATI: [966, 1420, 1476, 1445]
table-cell: 9,88,000/-: [1064, 2000, 1127, 2096]
notice-ref: Ref: AD-5/CLIND/92/13-14: [30, 1497, 155, 1509]
table-row: [391, 1813, 948, 1830]
column-header: କ୍ର.ସଂ.: [391, 1593, 435, 1610]
table-cell: Const. of Farmers Training Hall at KVK, R. Udayagiri: [998, 1917, 1065, 2000]
logo-emblem: [32, 1426, 70, 1464]
table-cell: ୦୨: [391, 1627, 435, 1658]
table-cell: ୧୦: [391, 1861, 435, 1878]
tender-date: Dated: 09.01.2014: [1375, 1451, 1470, 1463]
tender-title: TENDER CALL NOTICE: [1143, 1449, 1299, 1465]
photo-caption: ଉଦ୍‌ଘାଟନୀ ଉତ୍ସବରେ ଖେଳାଳିମାନଙ୍କ ଗହଣରେ ଅତିଥି ।: [140, 842, 394, 856]
notice-date: Dated: 09.01.2014: [279, 1497, 366, 1509]
article-body: ଦେଓଗାଁ,୧୩।୧(ନି.ଏ.ଏ.)-ଦେଓଗାଁ ବ୍ଲକ ଅନ୍ତର୍ଗତ ଦେଓଗାଁ ପଞ୍ଚାୟତ ସମିତି ମହାବିଦ୍ୟାଳୟରେ ସୋମବାର ଠାରୁ ଛାତ୍ରୀମାନଙ୍କ ପାଇଁ ଆତ୍ମରକ୍ଷା କୌଶଳ ପ୍ରଶିକ୍ଷଣ ଶିବିର ଆରମ୍ଭ ହୋଇଛି ।: [544, 1349, 964, 1396]
article-body: ବରଗଡ଼ ଅଫିସ୍,୧୩।୧-ବରଗଡ଼ ଅନ୍ତର୍ଯାମୀ ଯୁବକ ସଂଘ ପରିସରରେ ଗୋଟିଏ ଶିଶୁ ସାହିତ୍ୟିକଙ୍କୁ ନେଇ ଏକ ଆଲୋଚନାଚକ୍ର ଅନୁଷ୍ଠିତ ହୋଇଥିଲା । ଉକ୍ତ ଆଲୋଚନାରେ ଶିଶୁ ସାହିତ୍ୟିକଙ୍କ ଦୃଷ୍ଟିରେ ଧନୁଯାତ୍ରା ପ୍ରସଙ୍ଗକୁ ନେଇ ଆଲୋଚନା ହୋଇଥିଲା । ଏଥିରେ ରାଜ୍ୟର ୧୭ଟି ଜିଲ୍ଲାର ୬୫ ଜଣ ଶିଶୁ ସାହିତ୍ୟିକ ଭାଗ ନେଇଥିଲେ । ଚକ୍ରଧର ଅଧିକାରୀ ପ୍ରାରମ୍ଭିକ ଭାଷଣ ପ୍ରଦାନ କରିଥିବା ବେଳେ ଯୋଗ ଦେଇ 'ଗଳ୍ପ ଉଦ୍‌ଯାପନ' କରିଥିଲେ । ଧନୁଯାତ୍ରା ପ୍ରଚାର ପ୍ରସାର କମିଟିର ଆବାହକ ସୁଦର୍ଶନ ଦାସ ମୁଖ୍ୟବକ୍ତା ଭାବେ ଯୋଗ ଦେଇଥିବା ବେଳେ ଶିଶୁ ସାହିତ୍ୟିକ ରବି ନାରାୟଣ ସାହୁ ଅତିଥି ଭାବରେ ଯୋଗ ଦେଇଥିଲେ । ପ୍ରଚାର ପ୍ରସାର କମିଟିର ସଦସ୍ୟ ସମ୍ପାଦକଙ୍କର ପ୍ରାରମ୍ଭିକ ଅଭିଭାଷଣରେ ଅନୁଷ୍ଠିତ ଏହି ଆଲୋଚନାଚକ୍ରରେ ଶିଶୁ ସାହିତ୍ୟିକ ରଞ୍ଜିତ ବିଶ୍ୱାଳ, ପ୍ରଶାନ୍ତ ଦୀକ୍ଷିତ, ଅଶ୍ୱିନୀ ପୁରୋହିତ, ଝରଣା ମହାପାତ୍ର, ବସନ୍ତ ମାଳୀ, ସୌଦାମିନୀ ଦାଶ ଓ ଲକ୍ଷ୍ମୀଧର ସାହୁଙ୍କୁ ମାନପତ୍ର ପ୍ରଦାନ କରାଯାଇଥିଲା । ଏହା ସହିତ ଜଣ ତପସ୍ୱିନୀ ଗୁରୁ ଓ ଅଧ୍ୟାପକ ରଶ୍ମୀ ରଞ୍ଜନ ମହାନ୍ତିଙ୍କ ସମ୍ପାଦନାରେ କବିତା ପାଠ ଅନୁଷ୍ଠିତ ହୋଇଥିଲା । ଶିଶୁ ସାହିତ୍ୟିକ ପ୍ରଶାନ୍ତ ମହାନ୍ତି ଧନ୍ୟବାଦ ଅର୍ପଣ କରିଥିଲେ ।: [22, 124, 262, 500]
table-cell: ୦୭: [391, 1782, 435, 1813]
table-cell: 27.01.14 at 4.00 PM: [1368, 1917, 1418, 2000]
notice-snirtar: [22, 1418, 374, 1606]
notice-signature: [390, 1946, 948, 1991]
article-don-bosco: [984, 306, 1478, 558]
table-cell: ଏକନ୍: [862, 1782, 948, 1813]
column-header: Sl. No.: [973, 1808, 998, 1917]
notice-rules-title: ନିୟମାବଳୀ: [32, 1739, 86, 1755]
article-body: ସୋହେଲା,୧୩।୧(ନି.ଏ.ଏ.)-ବରଗଡ଼ ଜିଲ୍ଲା ସୋହେଲା ଠାରେ ଆୟୋଜିତ ଆନ୍ତଃଜିଲ୍ଲା ଫୁଟବଲ ଟୁର୍ଣ୍ଣାମେଣ୍ଟର ଫାଇନାଲରେ ବରଗଡ଼ ଦଳ ବିଜୟୀ ହୋଇଛି । ଏହି ପ୍ରତିଯୋଗିତାରେ ରାଜ୍ୟର ବିଭିନ୍ନ ଜିଲ୍ଲାରୁ ମୋଟ ୧୬ଟି ଦଳ ଭାଗ ନେଇଥିଲେ । ଫାଇନାଲ ମ୍ୟାଚରେ ବରଗଡ଼ ଦଳ ସମ୍ବଲପୁର ଦଳକୁ ୩-୧ ଗୋଲରେ ପରାସ୍ତ କରି ଟ୍ରଫି ହାସଲ କରିଛି । ପୁରସ୍କାର ବିତରଣ ଉତ୍ସବରେ ମୁଖ୍ୟଅତିଥି ଭାବେ ସ୍ଥାନୀୟ ବିଧାୟକ ଯୋଗ ଦେଇ ବିଜୟୀ ଦଳକୁ ଟ୍ରଫି ଓ ନଗଦ ପୁରସ୍କାର ପ୍ରଦାନ କରିଥିଲେ । ଉପବିଜୟୀ ଦଳକୁ ମଧ୍ୟ ସମ୍ମାନିତ କରାଯାଇଥିଲା । ଶ୍ରେଷ୍ଠ ଖେଳାଳି ଭାବେ ବରଗଡ଼ର ଅଧିନାୟକଙ୍କୁ ପୁରସ୍କୃତ କରାଯାଇଥିଲା । କମିଟି ସମ୍ପାଦକ ଧନ୍ୟବାଦ ଅର୍ପଣ କରିଥିଲେ ।: [22, 863, 512, 976]
article-barapahad: [524, 576, 750, 1028]
table-row: [391, 1751, 948, 1782]
rule-item: ୪. ଗତ ୨ ବର୍ଷ ମଧ୍ୟରେ ପ୍ରକାଶିତ ପୁସ୍ତକ ହେବା ଆବଶ୍ୟକ । ପୁସ୍ତକର ୪ ଗୋଟି କପି ଦରଖାସ୍ତ ସହିତ ଦାଖଲ କରିବାକୁ ହେବ ।: [32, 1799, 364, 1829]
column-header: ସ୍ଥାନ: [862, 1593, 948, 1610]
table-cell: 6000/- + 5% VAT: [1127, 1917, 1170, 2000]
table-cell: Const. of Bridge over the road, Tuburusingi to Benusahi of Anagha, GP: [998, 2000, 1065, 2096]
photo-banner-text: ଶିଶୁ ସାହିତ୍ୟ: [475, 59, 650, 100]
table-cell: ଦିବା ୧୧ଘଟିକାରୁ ଅପରାହ୍ନ ୫.୦୦ ଘଟିକା ପର୍ଯ୍ୟନ୍ତ: [732, 1720, 862, 1751]
column-header: Date / Time of opening of tender papers: [1368, 1808, 1418, 1917]
table-row: [391, 1720, 948, 1751]
table-cell: ୩୦।୦୧।୨୦୧୪ ରୁ ୦୩।୦୨।୨୦୧୪: [628, 1720, 732, 1751]
notice-body: ଏତଦ୍ୱାରା ସର୍ବସାଧାରଣଙ୍କ ଅବଗତି ନିମନ୍ତେ ଜଣାଇ ଦିଆଯାଉଛି ଯେ, ନବରଙ୍ଗପୁର ନିୟନ୍ତ୍ରିତ ବଜାର କମିଟିର ନିର୍ବାଚନ ପାଇଁ କୃଷକ ନିର୍ବାଚନ ମଣ୍ଡଳୀ (Agricultural Constituency), ବ୍ୟବସାୟୀ ନିର୍ବାଚନ ମଣ୍ଡଳୀ (Traders Constituency) ଓ ସ୍ଥାନୀୟ କର୍ତ୍ତୃପକ୍ଷ ନିର୍ବାଚନ ମଣ୍ଡଳୀ (Local Authority Constituency) ପାଇଁ ନିମ୍ନଲିଖିତ କାର୍ଯ୍ୟକ୍ରମ ଅନୁଯାୟୀ ନିର୍ବାଚନ ଅନୁଷ୍ଠିତ ହେବ । ନିର୍ବାଚନ ସମ୍ବନ୍ଧୀୟ ବିଶେଷ ବିବରଣୀ ନିମ୍ନରେ ପ୍ରଦତ୍ତ ହେଲା ।: [390, 1511, 948, 1570]
photo-caption: ଦେଓଗାଁ ପଞ୍ଚାୟତ ସମିତି ମହାବିଦ୍ୟାଳୟରେ ଆତ୍ମରକ୍ଷା କୌଶଳ ପ୍ରଶିକ୍ଷଣ ଚାଲିଛି ।: [575, 1328, 933, 1342]
table-cell: Upto 1.00 PM of 27.01.2014: [1306, 2000, 1368, 2096]
table-cell: ଏକନ୍: [862, 1658, 948, 1703]
table-cell: ପ୍ରାରମ୍ଭିକ ଭୋଟର ତାଲିକା ପ୍ରକାଶନ: [434, 1610, 627, 1627]
article-dhanuyatra: [22, 46, 262, 558]
notice-headline: ଓଡ଼ିଶା ଉର୍ଦ୍ଦୁ ଏକାଡେମୀର ପୁରସ୍କାର ନିମନ୍ତେ ଦରଖାସ୍ତ ଆହ୍ୱାନ: [56, 1621, 340, 1669]
notice-ministry: (Ministry of Social Justice & Empowerment, (DDA), Government of India): [74, 1452, 366, 1462]
table-row: [391, 1658, 948, 1703]
table-cell: 9900/-: [1212, 2000, 1256, 2096]
table-cell: ୦୧: [391, 1610, 435, 1627]
table-cell: ଏକନ୍: [862, 1813, 948, 1830]
